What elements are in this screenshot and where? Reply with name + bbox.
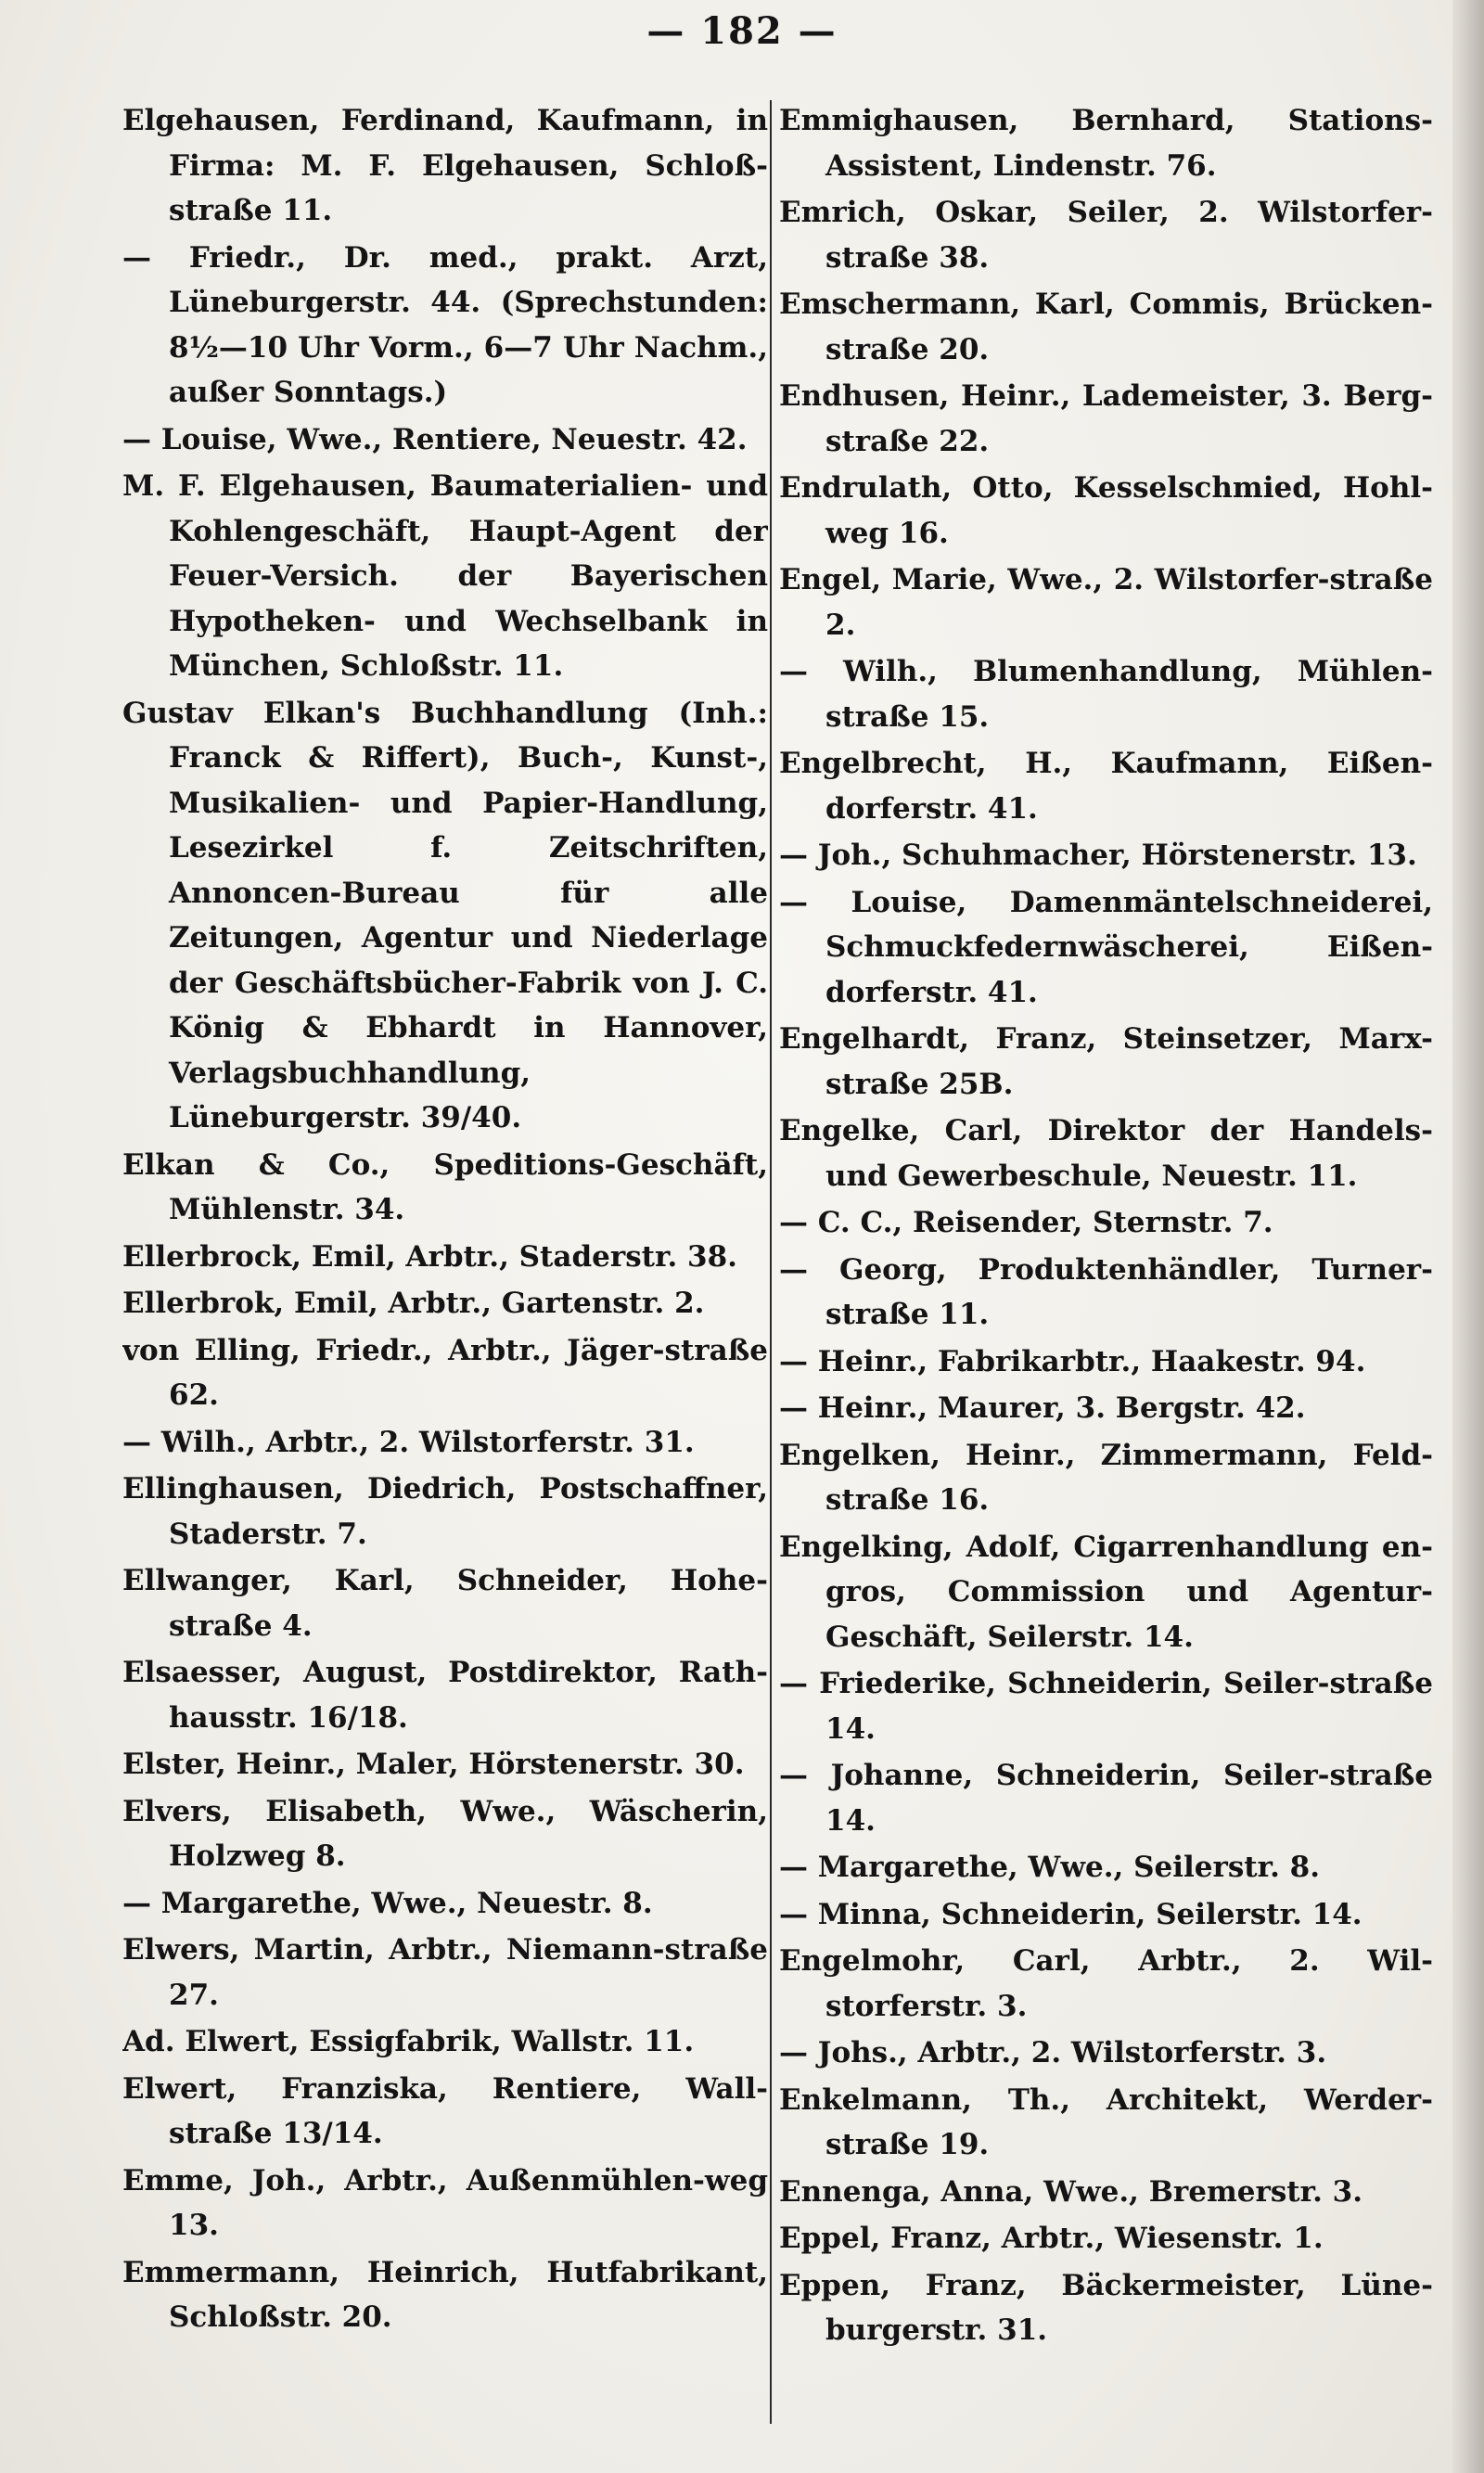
directory-entry: Elsaesser, August, Postdirektor, Rath-hausstr. 16/18. (122, 1656, 768, 1735)
directory-entry: Ellerbrock, Emil, Arbtr., Staderstr. 38. (122, 1239, 737, 1274)
directory-entry: — Louise, Damenmäntelschneiderei, Schmuckfedernwäscherei, Eißen-dorferstr. 41. (779, 885, 1433, 1009)
directory-entry: — Johanne, Schneiderin, Seiler-straße 14. (779, 1759, 1433, 1838)
directory-entry: — Wilh., Blumenhandlung, Mühlen-straße 15. (779, 655, 1433, 734)
directory-entry: Engelke, Carl, Direktor der Handels- und Gewerbeschule, Neuestr. 11. (779, 1114, 1433, 1193)
column-divider (770, 100, 772, 2424)
directory-entry: Engelken, Heinr., Zimmermann, Feld-straße 16. (779, 1438, 1433, 1517)
directory-entry: Elster, Heinr., Maler, Hörstenerstr. 30. (122, 1748, 745, 1781)
directory-entry: Emschermann, Karl, Commis, Brücken-straße 20. (779, 288, 1433, 366)
page-number: — 182 — (646, 9, 838, 53)
directory-entry: — Georg, Produktenhändler, Turner-straße 11. (779, 1252, 1433, 1331)
directory-entry: — C. C., Reisender, Sternstr. 7. (779, 1206, 1273, 1239)
directory-entry: von Elling, Friedr., Arbtr., Jäger-straße 62. (122, 1333, 768, 1412)
directory-entry: Elvers, Elisabeth, Wwe., Wäscherin, Holzweg 8. (122, 1794, 768, 1873)
directory-entry: — Johs., Arbtr., 2. Wilstorferstr. 3. (779, 2036, 1327, 2069)
directory-entry: Ellwanger, Karl, Schneider, Hohe-straße 4. (122, 1564, 768, 1643)
directory-entry: Emme, Joh., Arbtr., Außenmühlen-weg 13. (122, 2163, 768, 2242)
right-column (779, 98, 1433, 2436)
directory-entry: — Minna, Schneiderin, Seilerstr. 14. (779, 1897, 1362, 1931)
directory-entry: Enkelmann, Th., Architekt, Werder-straße 19. (779, 2082, 1433, 2161)
directory-entry: — Louise, Wwe., Rentiere, Neuestr. 42. (122, 422, 748, 456)
directory-entry: — Heinr., Fabrikarbtr., Haakestr. 94. (779, 1344, 1366, 1378)
page-edge-shadow (1452, 0, 1484, 2473)
directory-entry: Elwert, Franziska, Rentiere, Wall-straße 13/14. (122, 2071, 768, 2150)
directory-entry: Ellinghausen, Diedrich, Postschaffner, Staderstr. 7. (122, 1472, 768, 1551)
directory-entry: — Margarethe, Wwe., Neuestr. 8. (122, 1886, 653, 1920)
directory-entry: Engelbrecht, H., Kaufmann, Eißen-dorferstr. 41. (779, 747, 1433, 826)
directory-entry: — Margarethe, Wwe., Seilerstr. 8. (779, 1851, 1321, 1884)
directory-entry: Elkan & Co., Speditions-Geschäft, Mühlenstr. 34. (122, 1147, 768, 1226)
directory-entry: — Wilh., Arbtr., 2. Wilstorferstr. 31. (122, 1425, 695, 1459)
directory-entry: Engelhardt, Franz, Steinsetzer, Marx-straße 25B. (779, 1022, 1433, 1101)
directory-entry: Engel, Marie, Wwe., 2. Wilstorfer-straße 2. (779, 563, 1433, 642)
directory-entry: Emmighausen, Bernhard, Stations-Assistent, Lindenstr. 76. (779, 104, 1433, 183)
directory-entry: M. F. Elgehausen, Baumaterialien- und Kohlengeschäft, Haupt-Agent der Feuer-Versich. der Bayerischen Hypotheken- und Wechselbank in München, Schloßstr. 11. (122, 469, 768, 683)
directory-entry: — Friedr., Dr. med., prakt. Arzt, Lüneburgerstr. 44. (Sprechstunden: 8½—10 Uhr Vorm., 6—7 Uhr Nachm., außer Sonntags.) (122, 240, 768, 409)
directory-entry: Eppen, Franz, Bäckermeister, Lüne-burgerstr. 31. (779, 2268, 1433, 2347)
directory-entry: Endhusen, Heinr., Lademeister, 3. Berg-straße 22. (779, 379, 1433, 458)
directory-entry: Eppel, Franz, Arbtr., Wiesenstr. 1. (779, 2222, 1324, 2255)
left-column (122, 98, 768, 2436)
directory-entry: — Joh., Schuhmacher, Hörstenerstr. 13. (779, 839, 1417, 872)
directory-entry: Engelking, Adolf, Cigarrenhandlung en-gros, Commission und Agentur-Geschäft, Seilerstr. 14. (779, 1530, 1433, 1654)
directory-entry: Elgehausen, Ferdinand, Kaufmann, in Firma: M. F. Elgehausen, Schloß-straße 11. (122, 104, 768, 227)
directory-entry: Endrulath, Otto, Kesselschmied, Hohl-weg 16. (779, 471, 1433, 550)
directory-entry: Ad. Elwert, Essigfabrik, Wallstr. 11. (122, 2025, 695, 2058)
directory-entry: Ennenga, Anna, Wwe., Bremerstr. 3. (779, 2174, 1363, 2209)
directory-entry: Engelmohr, Carl, Arbtr., 2. Wil-storferstr. 3. (779, 1944, 1433, 2023)
directory-entry: — Friederike, Schneiderin, Seiler-straße 14. (779, 1667, 1433, 1746)
directory-entry: Gustav Elkan's Buchhandlung (Inh.: Franck & Riffert), Buch-, Kunst-, Musikalien- und Papier-Handlung, Lesezirkel f. Zeitschriften, Annoncen-Bureau für alle Zeitungen, Agentur und Niederlage der Geschäftsbücher-Fabrik von J. C. König & Ebhardt in Hannover, Verlagsbuchhandlung, Lüneburgerstr. 39/40. (122, 696, 768, 1134)
directory-entry: Elwers, Martin, Arbtr., Niemann-straße 27. (122, 1933, 768, 2012)
directory-entry: — Heinr., Maurer, 3. Bergstr. 42. (779, 1391, 1306, 1425)
directory-entry: Emrich, Oskar, Seiler, 2. Wilstorfer-straße 38. (779, 196, 1433, 275)
directory-entry: Ellerbrok, Emil, Arbtr., Gartenstr. 2. (122, 1287, 705, 1320)
directory-entry: Emmermann, Heinrich, Hutfabrikant, Schloßstr. 20. (122, 2255, 768, 2334)
